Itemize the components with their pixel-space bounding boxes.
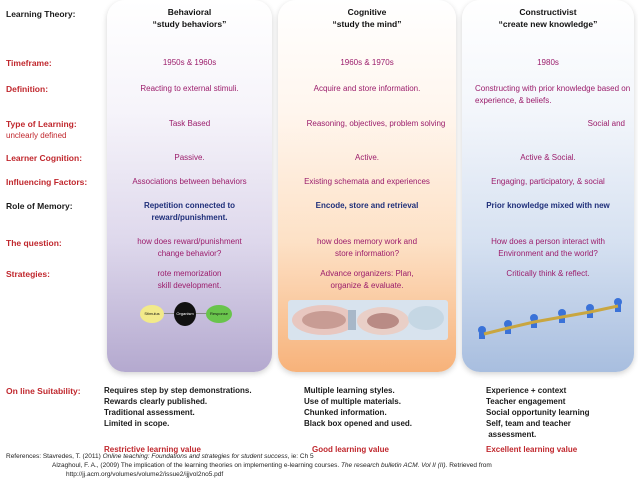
organism-head-icon: Organism (174, 302, 196, 326)
cognitive-timeframe: 1960s & 1970s (340, 58, 394, 67)
cognitive-subtitle: “study the mind” (332, 19, 402, 29)
behavioral-verdict: Restrictive learning value (104, 445, 201, 454)
constructivist-suitability-item: Teacher engagement (486, 397, 566, 406)
behavioral-timeframe: 1950s & 1960s (162, 58, 217, 67)
behavioral-factors: Associations between behaviors (132, 177, 247, 186)
cognitive-cognition: Active. (354, 153, 379, 162)
constructivist-verdict: Excellent learning value (486, 445, 578, 454)
learner-cognition-label: Learner Cognition: (6, 153, 83, 163)
cognitive-header (278, 6, 456, 30)
constructivist-suitability-item: Social opportunity learning (486, 408, 590, 417)
question-label: The question: (6, 238, 62, 248)
behavioral-suitability-item: Traditional assessment. (104, 408, 195, 417)
constructivist-header (462, 6, 634, 30)
learning-theory-label: Learning Theory: (6, 9, 76, 19)
behavioral-strategies (107, 268, 272, 292)
constructivist-timeframe: 1980s (537, 58, 559, 67)
behavioral-memory-line1: Repetition connected to (143, 201, 236, 210)
influencing-factors-label: Influencing Factors: (6, 177, 88, 187)
constructivist-question (462, 236, 634, 260)
cognitive-suitability (304, 385, 474, 429)
behavioral-strategies-line2: skill development. (157, 281, 222, 290)
behavioral-subtitle: “study behaviors” (152, 19, 227, 29)
behavioral-type: Task Based (168, 119, 211, 128)
cognitive-definition: Acquire and store information. (313, 84, 421, 93)
constructivist-suitability-item: assessment. (486, 430, 537, 439)
behavioral-strategies-line1: rote memorization (157, 269, 222, 278)
reference-line-1 (6, 452, 314, 461)
constructivist-suitability-item: Self, team and teacher (486, 419, 571, 428)
behavioral-memory-line2: reward/punishment. (151, 213, 228, 222)
cognitive-question (278, 236, 456, 260)
constructivist-cognition: Active & Social. (520, 153, 576, 162)
constructivist-type: Social and (587, 119, 625, 128)
strategies-label: Strategies: (6, 269, 50, 279)
cognitive-suitability-item: Use of multiple materials. (304, 397, 401, 406)
brains-image (288, 300, 448, 340)
constructivist-suitability (486, 385, 636, 440)
behavioral-cognition: Passive. (174, 153, 205, 162)
stimulus-circle: Stimulus (140, 305, 164, 323)
response-circle: Response (206, 305, 232, 323)
definition-label: Definition: (6, 84, 49, 94)
cognitive-memory: Encode, store and retrieval (315, 201, 419, 210)
timeframe-label: Timeframe: (6, 58, 52, 68)
constructivist-strategies: Critically think & reflect. (506, 269, 590, 278)
role-of-memory-label: Role of Memory: (6, 201, 73, 211)
constructivist-subtitle: “create new knowledge” (498, 19, 598, 29)
reference-author: References: Stavredes, T. (2011) (6, 453, 101, 460)
reference-journal: The research bulletin ACM. Vol II (II). (340, 462, 448, 469)
stimulus-response-diagram (140, 302, 235, 326)
cognitive-suitability-item: Multiple learning styles. (304, 386, 395, 395)
reference-line-2 (52, 461, 492, 470)
constructivist-definition: Constructing with prior knowledge based on experience, & beliefs. (475, 84, 631, 105)
cognitive-strategies-line2: organize & evaluate. (330, 281, 404, 290)
cognitive-verdict: Good learning value (312, 445, 389, 454)
behavioral-header (107, 6, 272, 30)
type-of-learning-note: unclearly defined (6, 131, 67, 140)
cognitive-strategies (278, 268, 456, 292)
behavioral-suitability (104, 385, 304, 429)
cognitive-strategies-line1: Advance organizers: Plan, (320, 269, 414, 278)
reference-book-title: Online teaching: Foundations and strategies for student success (102, 453, 288, 460)
people-chain-image (472, 296, 630, 340)
constructivist-title: Constructivist (519, 7, 577, 17)
constructivist-factors: Engaging, participatory, & social (491, 177, 605, 186)
constructivist-suitability-item: Experience + context (486, 386, 567, 395)
constructivist-memory: Prior knowledge mixed with new (486, 201, 610, 210)
cognitive-type: Reasoning, objectives, problem solving (306, 119, 446, 128)
behavioral-question (107, 236, 272, 260)
reference-chapter: , ie: Ch 5 (287, 453, 314, 460)
cognitive-suitability-item: Chunked information. (304, 408, 387, 417)
behavioral-definition: Reacting to external stimuli. (140, 84, 239, 93)
cognitive-question-line2: store information? (334, 249, 400, 258)
behavioral-suitability-item: Rewards clearly published. (104, 397, 208, 406)
type-of-learning-label: Type of Learning: (6, 119, 77, 129)
behavioral-question-line1: how does reward/punishment (137, 237, 242, 246)
reference-article: Alzaghoul, F. A., (2009) The implication of the learning theories on implementing e-learning courses. (52, 462, 340, 469)
behavioral-title: Behavioral (167, 7, 212, 17)
online-suitability-label: On line Suitability: (6, 386, 81, 396)
cognitive-title: Cognitive (347, 7, 387, 17)
cognitive-factors: Existing schemata and experiences (304, 177, 430, 186)
constructivist-question-line2: Environment and the world? (498, 249, 598, 258)
behavioral-suitability-item: Limited in scope. (104, 419, 170, 428)
cognitive-suitability-item: Black box opened and used. (304, 419, 413, 428)
cognitive-question-line1: how does memory work and (316, 237, 418, 246)
constructivist-question-line1: How does a person interact with (491, 237, 605, 246)
reference-retrieved: Retrieved from (449, 462, 492, 469)
behavioral-suitability-item: Requires step by step demonstrations. (104, 386, 252, 395)
behavioral-question-line2: change behavior? (157, 249, 222, 258)
behavioral-memory (107, 200, 272, 224)
reference-url[interactable]: http://jj.acm.org/volumes/volume2/issue2/ijjvol2no5.pdf (66, 471, 224, 478)
